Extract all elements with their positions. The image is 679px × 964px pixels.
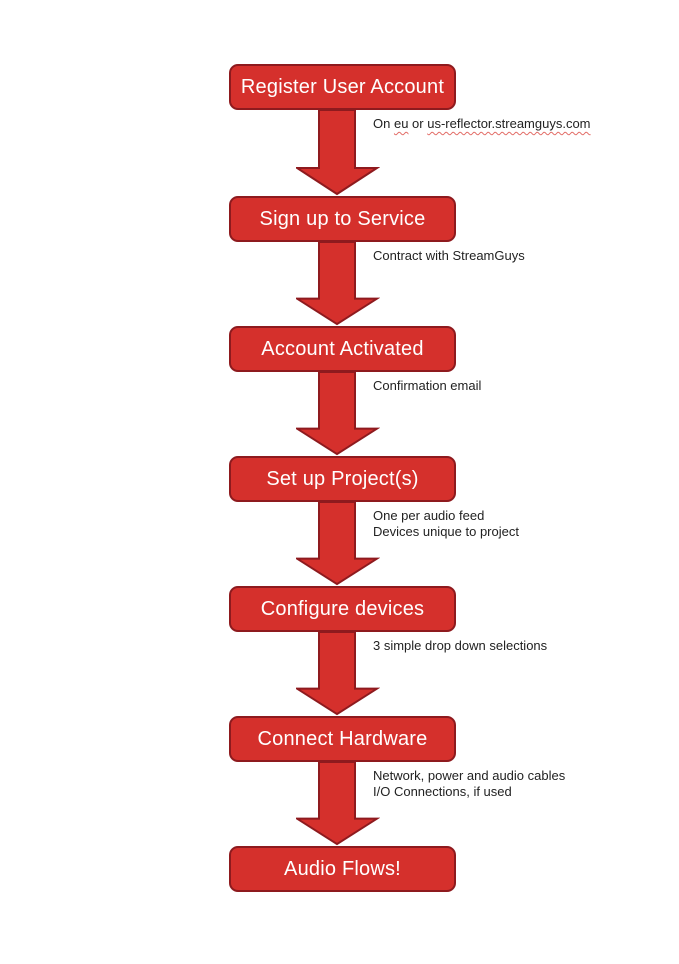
note-text-misspelled: us-reflector.streamguys.com: [427, 116, 591, 131]
note-text: Network, power and audio cables: [373, 768, 566, 783]
step-note: [373, 768, 565, 800]
note-text: Confirmation email: [373, 378, 482, 393]
down-arrow-icon: [296, 632, 380, 716]
step-label: Sign up to Service: [259, 207, 426, 230]
step-label: Audio Flows!: [284, 857, 401, 880]
step-note: [373, 638, 547, 654]
step-label: Configure devices: [260, 597, 425, 620]
down-arrow-icon: [296, 372, 380, 456]
step-box-configure-devices: [229, 586, 456, 632]
step-label: Register User Account: [240, 75, 445, 98]
step-box-sign-up-to-service: [229, 196, 456, 242]
step-note: [373, 116, 591, 132]
note-text: One per audio feed: [373, 508, 485, 523]
step-note: [373, 378, 481, 394]
note-text: Devices unique to project: [373, 524, 519, 539]
note-text: On: [373, 116, 394, 131]
step-label: Account Activated: [261, 337, 424, 360]
step-label: Connect Hardware: [257, 727, 428, 750]
note-text-misspelled: eu: [393, 116, 409, 131]
down-arrow-icon: [296, 242, 380, 326]
note-text: I/O Connections, if used: [373, 784, 512, 799]
step-box-set-up-projects: [229, 456, 456, 502]
step-box-register-user-account: [229, 64, 456, 110]
note-text: 3 simple drop down selections: [373, 638, 548, 653]
step-note: [373, 248, 525, 264]
step-note: [373, 508, 519, 540]
step-box-audio-flows: [229, 846, 456, 892]
step-box-account-activated: [229, 326, 456, 372]
step-label: Set up Project(s): [266, 467, 419, 490]
down-arrow-icon: [296, 762, 380, 846]
note-text: Contract with StreamGuys: [373, 248, 525, 263]
step-box-connect-hardware: [229, 716, 456, 762]
down-arrow-icon: [296, 110, 380, 196]
down-arrow-icon: [296, 502, 380, 586]
note-text: or: [408, 116, 428, 131]
